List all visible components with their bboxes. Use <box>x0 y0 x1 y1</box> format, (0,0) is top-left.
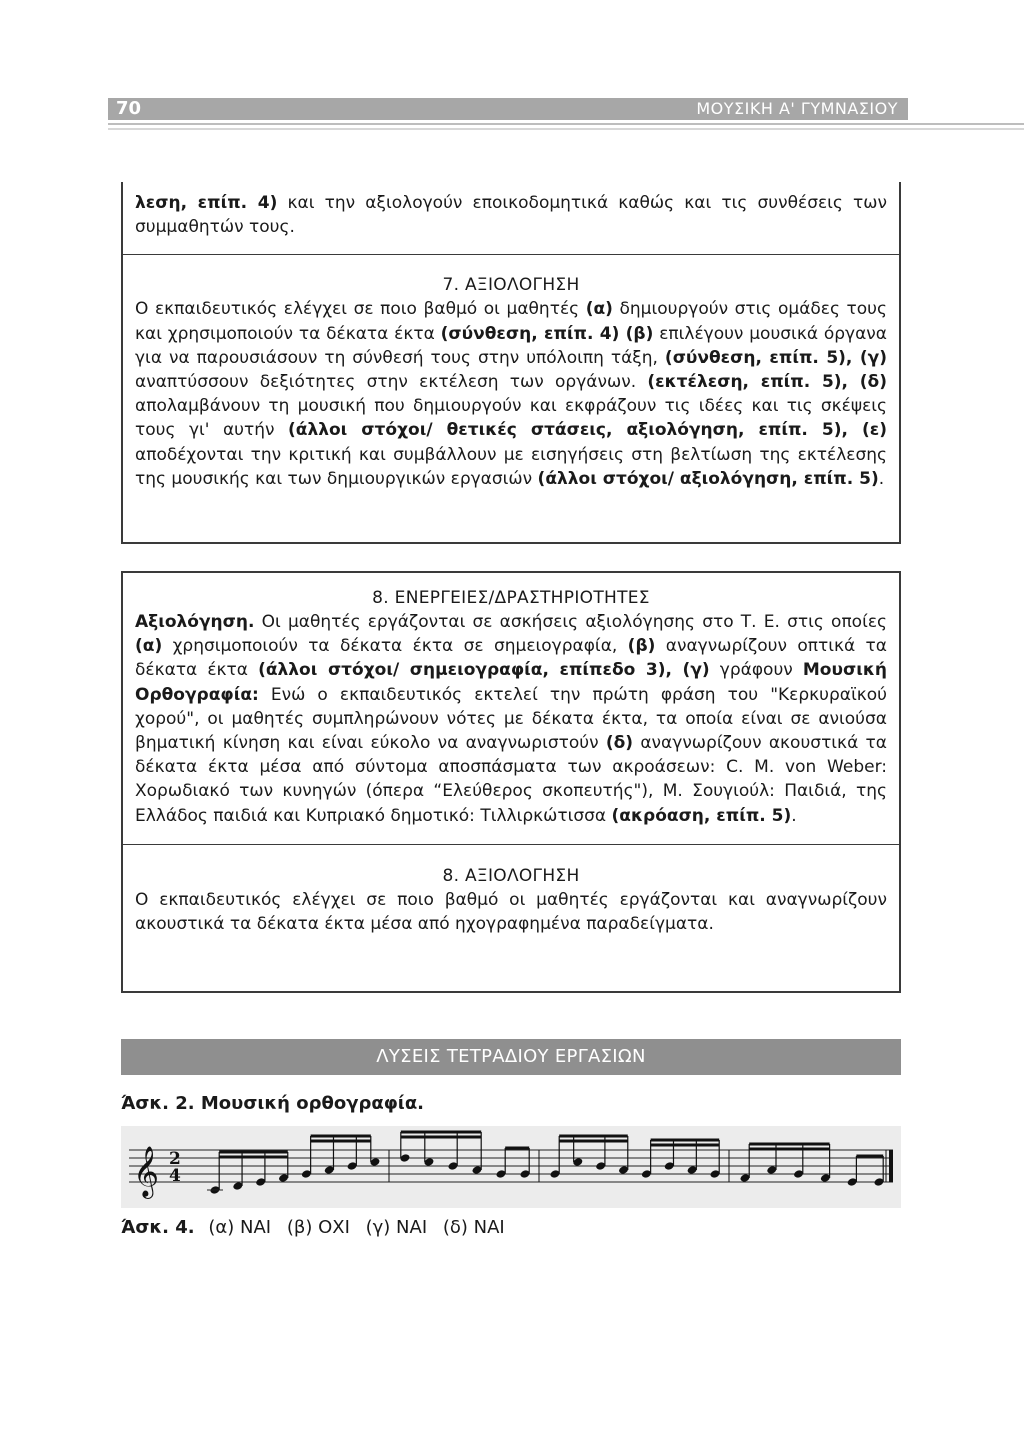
bold-ref: (δ) <box>605 733 634 754</box>
book-title: ΜΟΥΣΙΚΗ Α' ΓΥΜΝΑΣΙΟΥ <box>696 99 898 118</box>
time-signature-top: 2 <box>169 1149 181 1169</box>
bold-ref: (άλλοι στόχοι/ αξιολόγηση, επίπ. 5) <box>537 468 879 489</box>
bold-ref: Αξιολόγηση. <box>135 612 255 632</box>
bold-ref: λεση, επίπ. 4) <box>135 193 278 213</box>
paragraph-text: Ο εκπαιδευτικός ελέγχει σε ποιο βαθμό οι μαθητές <box>135 299 586 320</box>
answer-d: (δ) ΝΑΙ <box>442 1217 505 1238</box>
paragraph-text: απολαμβάνουν τη μουσική που δημιουργούν και εκφράζουν τις ιδέες και τις σκέψεις τους γι' αυτήν <box>135 396 887 441</box>
activities-section <box>123 573 899 844</box>
time-signature-bottom: 4 <box>169 1166 181 1186</box>
bold-ref: (β) <box>627 636 656 657</box>
paragraph-text: . <box>791 805 797 826</box>
bold-ref: (α) <box>585 299 613 320</box>
paragraph-text: επιλέγουν μουσικά όργανα για να παρουσιάσουν τη σύνθεσή τους στην υπόλοιπη τάξη, <box>135 323 888 368</box>
exercise-4-label: Άσκ. 4. <box>121 1217 195 1238</box>
bold-ref: (εκτέλεση, επίπ. 5), (δ) <box>647 372 887 393</box>
evaluation-section-7 <box>123 255 899 491</box>
treble-clef-icon: 𝄞 <box>133 1146 160 1197</box>
section-title: 8. ΕΝΕΡΓΕΙΕΣ/ΔΡΑΣΤΗΡΙΟΤΗΤΕΣ <box>372 588 650 608</box>
bold-ref: (σύνθεση, επίπ. 5), (γ) <box>664 347 887 368</box>
page-number: 70 <box>116 98 142 119</box>
notes-layer <box>207 1132 891 1195</box>
answer-a: (α) ΝΑΙ <box>208 1217 272 1238</box>
answer-b: (β) ΟΧΙ <box>286 1217 350 1238</box>
paragraph-text: Ενώ ο εκπαιδευτικός εκτελεί την πρώτη φράση του "Κερκυραϊκού χορού", οι μαθητές συμπληρώνουν νότες με δέκατα έκτα, τα οποία είναι σε ανιούσα βηματική κίνηση και είναι εύκολο να αναγνωριστούν <box>135 684 887 754</box>
lesson-box-2 <box>121 571 901 993</box>
section-title: 8. ΑΞΙΟΛΟΓΗΣΗ <box>442 865 580 886</box>
exercise-4 <box>121 1217 515 1238</box>
bold-ref: (σύνθεση, επίπ. 4) (β) <box>440 323 654 344</box>
continuation-paragraph <box>123 182 899 254</box>
exercise-2-title: Άσκ. 2. Μουσική ορθογραφία. <box>121 1093 425 1114</box>
bold-ref: (άλλοι στόχοι/ θετικές στάσεις, αξιολόγηση, επίπ. 5), (ε) <box>288 420 887 441</box>
evaluation-paragraph: Ο εκπαιδευτικός ελέγχει σε ποιο βαθμό οι μαθητές εργάζονται και αναγνωρίζουν ακουστικά τα δέκατα έκτα μέσα από ηχογραφημένα παραδείγματα. <box>135 889 887 935</box>
paragraph-text: αναπτύσσουν δεξιότητες στην εκτέλεση των οργάνων. <box>135 372 648 393</box>
evaluation-section-8 <box>123 845 899 936</box>
section-title: 7. ΑΞΙΟΛΟΓΗΣΗ <box>442 275 580 296</box>
paragraph-text: αναγνωρίζουν οπτικά τα δέκατα έκτα <box>135 636 887 681</box>
music-score <box>121 1126 901 1208</box>
evaluation-paragraph <box>135 297 887 491</box>
solutions-band: ΛΥΣΕΙΣ ΤΕΤΡΑΔΙΟΥ ΕΡΓΑΣΙΩΝ <box>121 1039 901 1075</box>
paragraph-text: Οι μαθητές εργάζονται σε ασκήσεις αξιολόγησης στο Τ. Ε. στις οποίες <box>254 612 887 632</box>
paragraph-text: αποδέχονται την κριτική και συμβάλλουν με εισηγήσεις στη βελτίωση της εκτέλεσης της μουσικής και των δημιουργικών εργασιών <box>135 444 887 489</box>
paragraph-text: και την αξιολογούν εποικοδομητικά καθώς και τις συνθέσεις των συμμαθητών τους. <box>135 193 888 238</box>
staff-lines <box>129 1150 893 1182</box>
paragraph-text: αναγνωρίζουν ακουστικά τα δέκατα έκτα μέσα από σύντομα αποσπάσματα των ακροάσεων: C. M. von Weber: Χορωδιακό των κυνηγών (όπερα “Ελεύθερος σκοπευτής"), Μ. Σουγιούλ: Παιδιά, της Ελλάδος παιδιά και Κυπριακό δημοτικό: Τιλλιρκώτισσα <box>135 733 887 826</box>
running-header <box>108 98 908 120</box>
paragraph-text: γράφουν <box>709 660 803 681</box>
paragraph-text: χρησιμοποιούν τα δέκατα έκτα σε σημειογραφία, <box>162 636 628 657</box>
answer-c: (γ) ΝΑΙ <box>365 1217 428 1238</box>
bold-ref: (α) <box>135 636 163 657</box>
activities-paragraph <box>135 610 887 828</box>
bold-ref: (άλλοι στόχοι/ σημειογραφία, επίπεδο 3), (γ) <box>258 660 710 681</box>
header-rule <box>108 123 1024 125</box>
header-rule-secondary <box>108 128 1024 130</box>
paragraph-text: δημιουργούν στις ομάδες τους και χρησιμοποιούν τα δέκατα έκτα <box>135 299 887 344</box>
lesson-box-1 <box>121 182 901 544</box>
paragraph-text: . <box>878 468 885 489</box>
bold-ref: (ακρόαση, επίπ. 5) <box>611 805 792 826</box>
bold-ref: Μουσική Ορθογραφία: <box>135 660 887 705</box>
